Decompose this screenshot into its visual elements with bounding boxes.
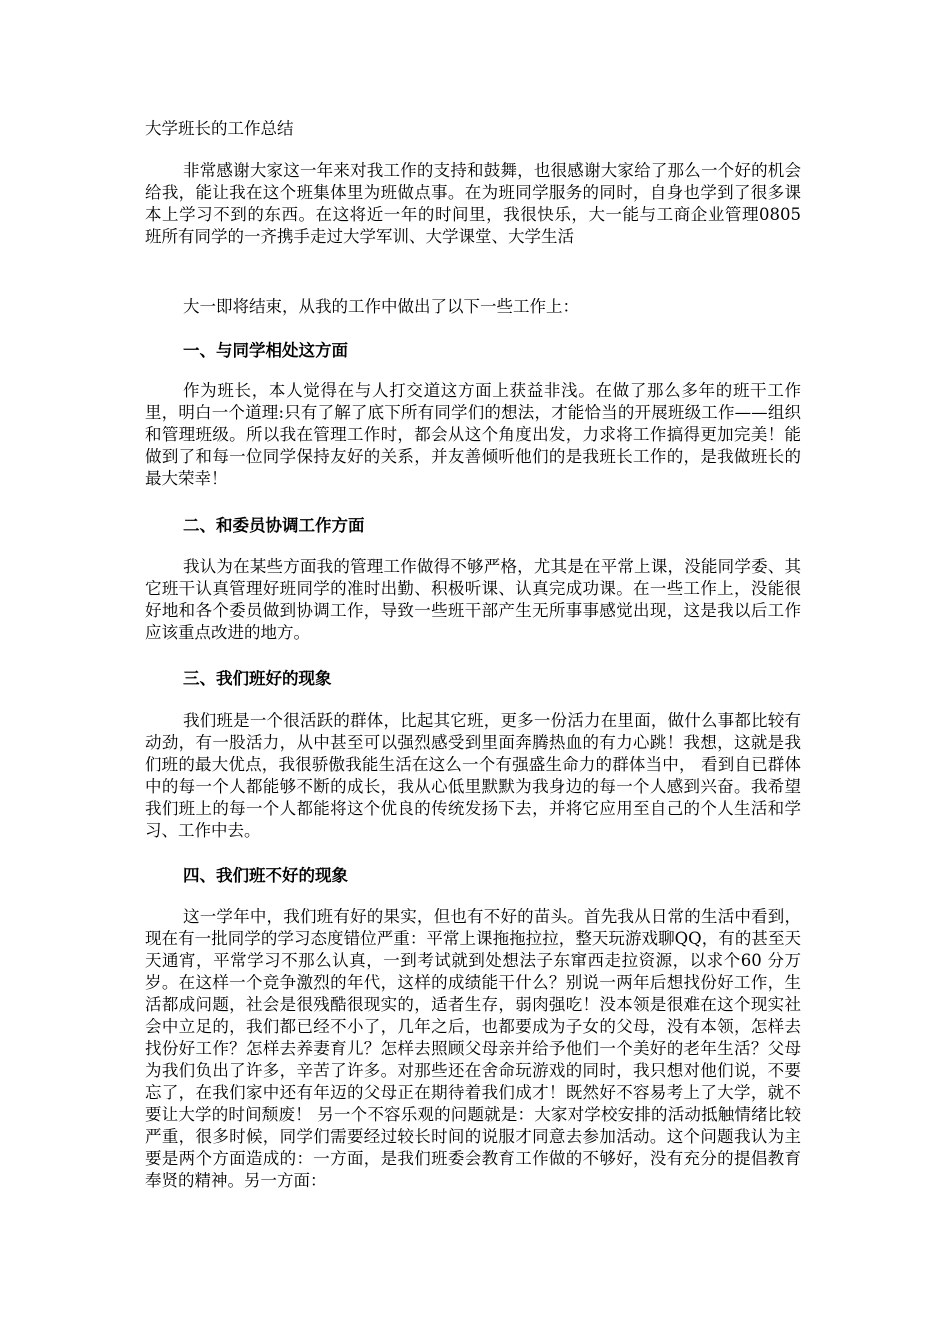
- section-heading-2: 二、和委员协调工作方面: [183, 516, 365, 535]
- section-heading-3: 三、我们班好的现象: [183, 669, 332, 688]
- section-paragraph-2: 我认为在某些方面我的管理工作做得不够严格，尤其是在平常上课，没能同学委、其它班干认真管理好班同学的准时出勤、积极听课、认真完成功课。在一些工作上，没能很好地和各个委员做到协调工作，导致一些班干部产生无所事事感觉出现，这是我以后工作应该重点改进的地方。: [145, 557, 801, 642]
- section-paragraph-4: 这一学年中，我们班有好的果实，但也有不好的苗头。首先我从日常的生活中看到，现在有一批同学的学习态度错位严重：平常上课拖拖拉拉，整天玩游戏聊QQ，有的甚至天天通宵，平常学习不那么认真，一到考试就到处想法子东窜西走拉资源，以求个60 分万岁。在这样一个竞争激烈的年代，这样的成绩能干什么？别说一两年后想找份好工作，生活都成问题，社会是很残酷很现实的，适者生存，弱肉强吃！没本领是很难在这个现实社会中立足的，我们都已经不小了，几年之后，也都要成为子女的父母，没有本领，怎样去找份好工作？怎样去养妻育儿？怎样去照顾父母亲并给予他们一个美好的老年生活？父母为我们负出了许多，辛苦了许多。对那些还在舍命玩游戏的同时，我只想对他们说，不要忘了，在我们家中还有年迈的父母正在期待着我们成才！既然好不容易考上了大学，就不要让大学的时间颓废！ 另一个不容乐观的问题就是：大家对学校安排的活动抵触情绪比较严重，很多时候，同学们需要经过较长时间的说服才同意去参加活动。这个问题我认为主要是两个方面造成的：一方面，是我们班委会教育工作做的不够好，没有充分的提倡教育奉贤的精神。另一方面：: [145, 907, 801, 1190]
- section-heading-1: 一、与同学相处这方面: [183, 341, 348, 360]
- section-paragraph-3: 我们班是一个很活跃的群体，比起其它班，更多一份活力在里面，做什么事都比较有动劲，有一股活力，从中甚至可以强烈感受到里面奔腾热血的有力心跳！我想，这就是我们班的最大优点，我很骄傲我能生活在这么一个有强盛生命力的群体当中， 看到自已群体中的每一个人都能够不断的成长，我从心低里默默为我身边的每一个人感到兴奋。我希望我们班上的每一个人都能将这个优良的传统发扬下去，并将它应用至自己的个人生活和学习、工作中去。: [145, 711, 801, 840]
- summary-line: 大一即将结束，从我的工作中做出了以下一些工作上：: [183, 297, 579, 316]
- document-title: 大学班长的工作总结: [145, 119, 294, 138]
- intro-paragraph: 非常感谢大家这一年来对我工作的支持和鼓舞，也很感谢大家给了那么一个好的机会给我，能让我在这个班集体里为班做点事。在为班同学服务的同时，自身也学到了很多课本上学习不到的东西。在这将近一年的时间里，我很快乐，大一能与工商企业管理0805 班所有同学的一齐携手走过大学军训、大学课堂、大学生活: [145, 161, 801, 246]
- section-heading-4: 四、我们班不好的现象: [183, 866, 348, 885]
- section-paragraph-1: 作为班长，本人觉得在与人打交道这方面上获益非浅。在做了那么多年的班干工作里，明白一个道理:只有了解了底下所有同学们的想法，才能恰当的开展班级工作——组织和管理班级。所以我在管理工作时，都会从这个角度出发，力求将工作搞得更加完美！能做到了和每一位同学保持友好的关系，并友善倾听他们的是我班长工作的，是我做班长的最大荣幸！: [145, 381, 801, 488]
